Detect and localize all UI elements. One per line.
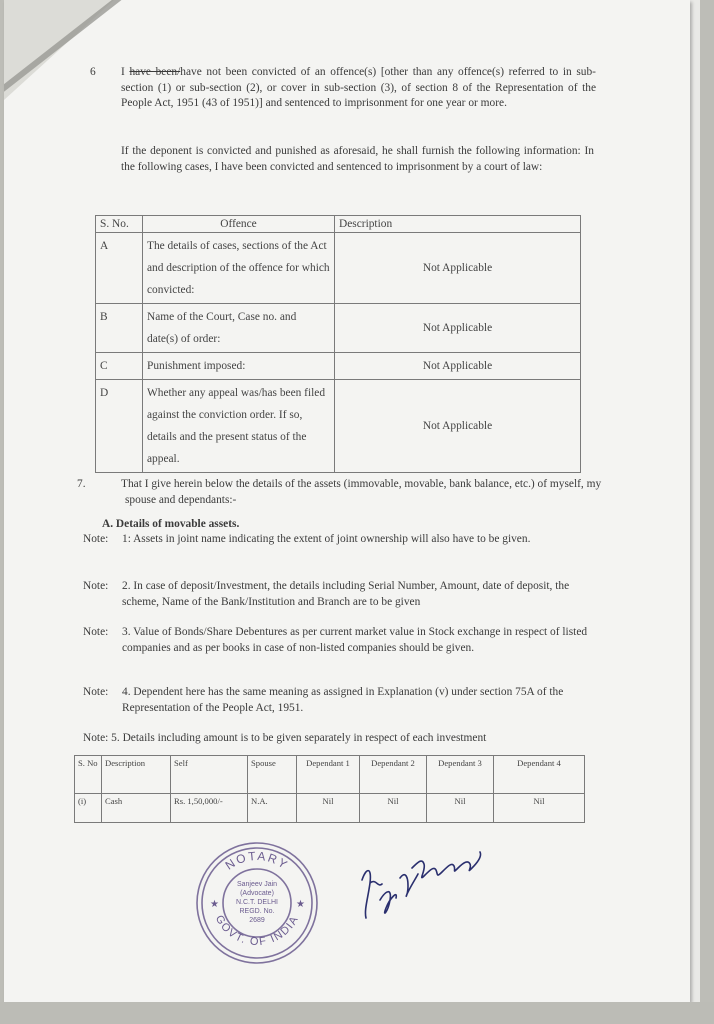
row-description: Not Applicable xyxy=(335,233,581,304)
stamp-line: Sanjeev Jain xyxy=(236,881,278,888)
handwritten-signature xyxy=(352,838,492,928)
movable-assets-table xyxy=(74,755,585,823)
stamp-bottom-text: GOVT. OF INDIA xyxy=(212,913,302,949)
cell-dependant-2: Nil xyxy=(360,794,427,823)
note-text: 1: Assets in joint name indicating the extent of joint ownership will also have to be given. xyxy=(122,533,531,545)
stamp-line: REGD. No. xyxy=(239,908,275,915)
conviction-table xyxy=(95,215,581,473)
cell-dependant-3: Nil xyxy=(427,794,494,823)
row-description: Not Applicable xyxy=(335,380,581,473)
scan-bottom-edge xyxy=(0,1002,714,1024)
deponent-paragraph: If the deponent is convicted and punished as aforesaid, he shall furnish the following information: In the following cases, I have been convicted and sentenced to imprisonment by a court of law: xyxy=(121,145,594,173)
header-cell: Dependant 2 xyxy=(360,756,427,794)
note-label: Note: xyxy=(83,686,109,698)
header-cell: Spouse xyxy=(248,756,297,794)
table-header-row xyxy=(96,216,581,233)
note-1 xyxy=(83,532,588,548)
stamp-line: N.C.T. DELHI xyxy=(235,899,279,906)
paragraph-number: 6 xyxy=(90,66,96,78)
header-cell: Self xyxy=(171,756,248,794)
paragraph-number: 7. xyxy=(77,478,86,490)
notary-stamp xyxy=(192,838,322,968)
paragraph-text: That I give herein below the details of the assets (immovable, movable, bank balance, etc.) of myself, my spouse and dependants:- xyxy=(121,478,602,506)
section-heading-movable-assets: A. Details of movable assets. xyxy=(102,518,240,530)
note-2 xyxy=(83,579,588,610)
cell-dependant-1: Nil xyxy=(297,794,360,823)
row-offence: The details of cases, sections of the Act and description of the offence for which convicted: xyxy=(143,233,335,304)
row-description: Not Applicable xyxy=(335,353,581,380)
row-sno: D xyxy=(96,380,143,473)
note-label: Note: xyxy=(83,732,109,744)
note-5 xyxy=(83,731,588,747)
cell-spouse: N.A. xyxy=(248,794,297,823)
cell-description: Cash xyxy=(102,794,171,823)
row-sno: A xyxy=(96,233,143,304)
table-row xyxy=(96,380,581,473)
row-offence: Whether any appeal was/has been filed against the conviction order. If so, details and the present status of the appeal. xyxy=(143,380,335,473)
note-text: 5. Details including amount is to be given separately in respect of each investment xyxy=(111,732,487,744)
lead-word: I xyxy=(121,66,130,78)
struck-text: have been/ xyxy=(129,66,181,78)
table-row xyxy=(75,794,585,823)
cell-dependant-4: Nil xyxy=(494,794,585,823)
header-cell: S. No xyxy=(75,756,102,794)
note-label: Note: xyxy=(83,533,109,545)
paragraph-body xyxy=(121,65,596,112)
row-sno: C xyxy=(96,353,143,380)
stamp-top-text: NOTARY xyxy=(222,848,292,873)
row-offence: Name of the Court, Case no. and date(s) of order: xyxy=(143,304,335,353)
stamp-star-icon: ★ xyxy=(296,899,305,910)
paragraph-7 xyxy=(77,477,621,508)
row-description: Not Applicable xyxy=(335,304,581,353)
note-label: Note: xyxy=(83,626,109,638)
table-header-row xyxy=(75,756,585,794)
paragraph-text: have not been convicted of an offence(s) [other than any offence(s) referred to in sub- section (1) or sub-section (2), or cover in sub-section (3), of section 8 of the Representation of the People Act, 1951 (43 of 1951)] and sentenced to imprisonment for one year or more. xyxy=(121,66,596,109)
cell-sno: (i) xyxy=(75,794,102,823)
cell-self: Rs. 1,50,000/- xyxy=(171,794,248,823)
header-cell: Description xyxy=(102,756,171,794)
header-sno: S. No. xyxy=(96,216,143,233)
note-4 xyxy=(83,685,588,716)
header-cell: Dependant 4 xyxy=(494,756,585,794)
note-3 xyxy=(83,625,588,656)
note-text: 2. In case of deposit/Investment, the details including Serial Number, Amount, date of deposit, the scheme, Name of the Bank/Institution and Branch are to be given xyxy=(122,580,570,608)
paragraph-6 xyxy=(90,65,596,112)
header-description: Description xyxy=(335,216,581,233)
row-offence: Punishment imposed: xyxy=(143,353,335,380)
document-page xyxy=(4,0,690,1002)
table-row xyxy=(96,233,581,304)
table-row xyxy=(96,304,581,353)
row-sno: B xyxy=(96,304,143,353)
header-cell: Dependant 3 xyxy=(427,756,494,794)
note-label: Note: xyxy=(83,580,109,592)
note-text: 3. Value of Bonds/Share Debentures as per current market value in Stock exchange in respect of listed companies and as per books in case of non-listed companies should be given. xyxy=(122,626,588,654)
stamp-line: (Advocate) xyxy=(240,890,274,897)
header-cell: Dependant 1 xyxy=(297,756,360,794)
note-text: 4. Dependent here has the same meaning as assigned in Explanation (v) under section 75A of the Representation of the People Act, 1951. xyxy=(122,686,564,714)
table-row xyxy=(96,353,581,380)
header-offence: Offence xyxy=(143,216,335,233)
stamp-star-icon: ★ xyxy=(210,899,219,910)
stamp-line: 2689 xyxy=(249,917,265,924)
